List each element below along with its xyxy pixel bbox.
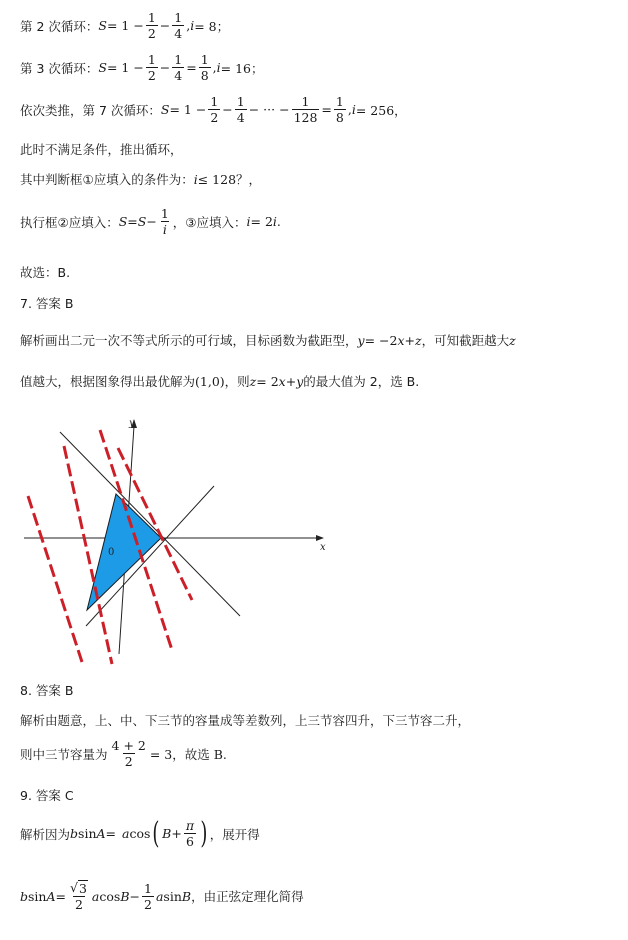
text: 8. 答案 B [20,683,74,698]
fraction [146,52,158,83]
q8-answer [20,681,73,699]
numerator: 1 [174,52,183,67]
text: cos [129,826,151,841]
optimal-point: (1,0) [195,373,225,389]
fraction [184,818,196,849]
y-axis-label: y [129,418,135,429]
numerator: 1 [200,52,209,67]
text: ，展开得 [209,826,260,842]
fraction [172,52,184,83]
fraction [292,94,320,125]
text: , [347,102,352,117]
denominator: 4 [236,110,245,125]
text: 故选：B. [20,265,71,280]
var-s: S [118,214,128,229]
text: − [129,888,140,904]
text: cos [99,888,121,904]
numerator: 1 [301,94,310,109]
text: 的最大值为 2，选 B. [303,374,420,389]
text: = 16； [220,60,264,76]
var-i: i [190,18,195,33]
numerator: 1 [147,10,156,25]
numerator: 1 [144,880,152,896]
var-b-upper: B [120,888,130,904]
fraction [68,880,90,912]
fraction [172,10,184,41]
text: = −2 [364,332,398,348]
var-y: y [357,332,365,348]
text: = [127,214,138,229]
text: . [276,214,281,229]
var-i: i [193,171,198,187]
denominator: 4 [174,26,183,41]
text: = 8； [194,18,230,34]
fraction [334,94,346,125]
text: 值越大，根据图象得出最优解为 [20,374,196,389]
text: 解析因为 [20,826,71,842]
text: sin [28,888,47,904]
sqrt-sign: √ [70,880,78,895]
text: 执行框②应填入： [20,214,119,230]
q8-analysis-line-2 [20,738,227,769]
denominator: i [162,222,167,237]
q9-analysis-line-2 [20,880,304,912]
condition-line [20,170,261,188]
q9-analysis-line-1 [20,815,260,851]
q8-analysis-line-1 [20,711,470,729]
text: 第 2 次循环： [20,18,99,34]
text: − [159,18,171,33]
var-y: y [296,373,304,389]
text: = [186,60,197,75]
text: = [321,102,332,117]
text: 7. 答案 B [20,296,74,311]
radicand: 3 [78,881,87,896]
right-paren: ) [200,815,208,851]
numerator: 1 [210,94,219,109]
q7-analysis-line-1 [20,331,516,349]
feasible-region [87,494,161,610]
answer-line [20,263,70,281]
var-z: z [249,373,257,389]
text: = 2 [250,214,273,229]
var-i: i [246,214,251,229]
var-b-upper: B [162,826,172,841]
loop-7-line [20,94,407,125]
var-s: S [98,60,107,75]
fraction [110,738,148,769]
text: sin [78,826,97,841]
numerator: 1 [147,52,156,67]
var-s: S [137,214,147,229]
boundary-line [60,432,240,616]
text: = 256， [355,102,407,118]
var-b: b [20,888,29,904]
text: 第 3 次循环： [20,60,99,76]
denominator: 2 [144,896,152,912]
fraction [235,94,247,125]
fraction [199,52,211,83]
numerator: π [185,818,195,833]
text: + [171,826,182,841]
text: 解析画出二元一次不等式所示的可行域，目标函数为截距型， [20,333,358,348]
left-paren: ( [152,815,160,851]
fraction [146,10,158,41]
loop-3-line [20,52,264,83]
denominator: 2 [147,68,156,83]
text: 此时不满足条件，推出循环， [20,142,183,157]
fraction [142,881,154,912]
denominator: 8 [200,68,209,83]
denominator: 8 [335,110,344,125]
text: ，由正弦定理化简得 [191,889,304,904]
text: = 2 [256,373,279,389]
denominator: 6 [185,834,194,849]
var-b: b [70,826,79,841]
text: − [146,214,157,229]
text: 依次类推，第 7 次循环： [20,102,161,118]
text: ，可知截距越大 [421,333,510,348]
var-z: z [415,332,422,348]
var-s: S [160,102,170,117]
var-a-upper: A [96,826,106,841]
text: + [285,373,297,389]
var-s: S [98,18,107,33]
text: = 1 − [106,60,144,75]
text: = 1 − [169,102,207,117]
text: = [55,888,66,904]
var-a: a [122,826,130,841]
text: ，则 [224,374,250,389]
feasible-region-figure [24,404,324,666]
q7-answer [20,294,73,312]
numerator [68,880,90,896]
text: − ··· − [248,102,290,117]
numerator: 4 + 2 [111,738,146,753]
var-i: i [272,214,277,229]
var-a: a [155,888,164,904]
denominator: 2 [147,26,156,41]
numerator: 1 [160,206,169,221]
loop-2-line [20,10,229,41]
text: ，③应填入： [172,214,247,230]
text: , [186,18,191,33]
level-line [28,496,82,662]
text: + [404,332,415,348]
text: 9. 答案 C [20,788,74,803]
numerator: 1 [174,10,183,25]
var-i: i [351,102,356,117]
var-i: i [216,60,221,75]
x-axis-label: x [320,542,326,553]
fraction [208,94,220,125]
text: = 1 − [106,18,144,33]
denominator: 2 [74,897,83,912]
text: 则中三节容量为 [20,746,108,762]
text: ≤ 128？， [197,172,262,187]
fraction [159,206,171,237]
text: 其中判断框①应填入的条件为： [20,172,194,187]
numerator: 1 [335,94,344,109]
text: 解析由题意，上、中、下三节的容量成等差数列，上三节容四升，下三节容二升， [20,713,471,728]
text: = [105,826,117,841]
var-a-upper: A [46,888,56,904]
execute-box-line [20,206,281,237]
var-x: x [397,332,405,348]
text: sin [163,888,182,904]
origin-label: 0 [108,547,115,558]
var-x: x [278,373,286,389]
q7-analysis-line-2 [20,372,419,390]
text: − [222,102,233,117]
denominator: 2 [124,754,133,769]
var-b-upper: B [181,888,192,904]
text: − [159,60,171,75]
exit-loop-line [20,140,183,158]
var-a: a [91,888,100,904]
numerator: 1 [236,94,245,109]
var-z: z [509,332,516,348]
text: = 3，故选 B. [149,746,227,762]
denominator: 4 [174,68,183,83]
q9-answer [20,786,74,804]
x-axis-arrow [316,535,324,541]
text: , [212,60,217,75]
denominator: 2 [210,110,219,125]
denominator: 128 [293,110,318,125]
